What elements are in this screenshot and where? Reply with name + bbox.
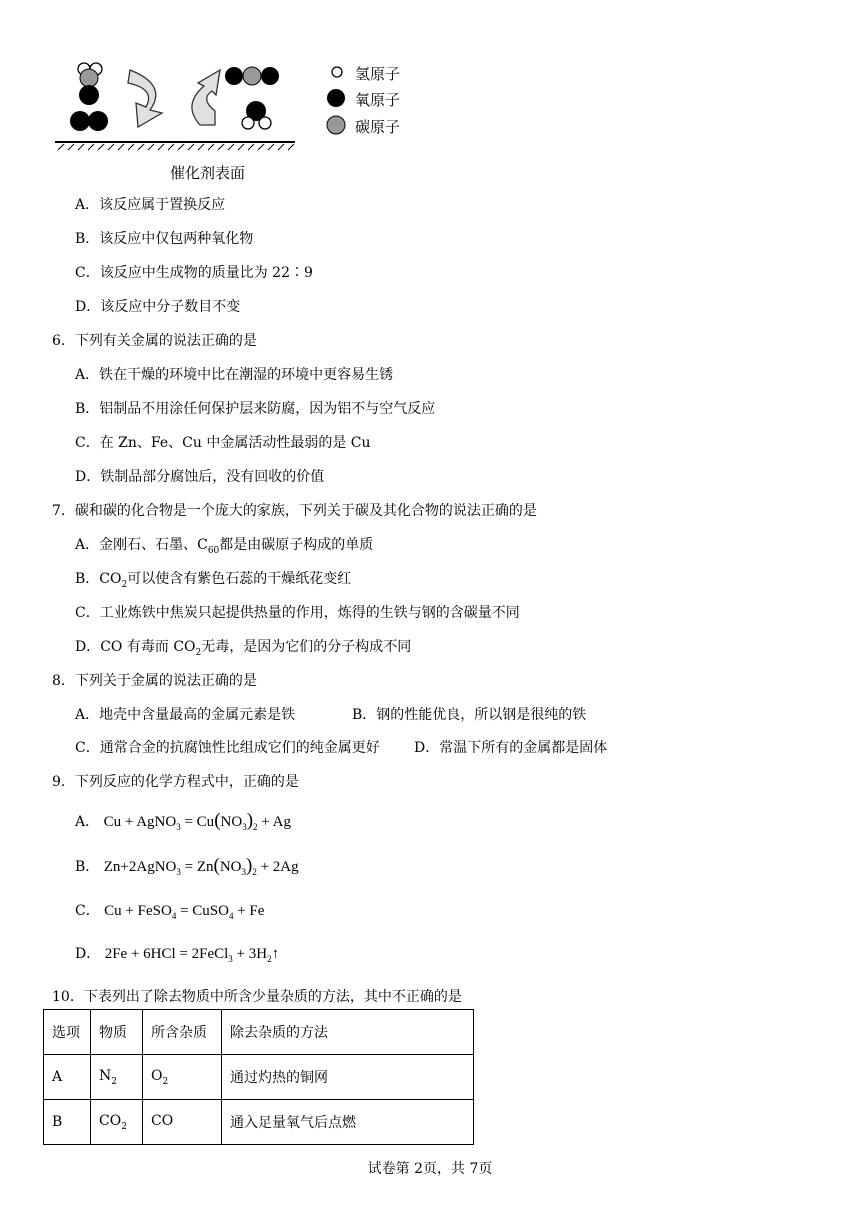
q5-option-b: B．该反应中仅包两种氧化物 xyxy=(75,231,254,247)
q6-option-a: A．铁在干燥的环境中比在潮湿的环境中更容易生锈 xyxy=(75,367,394,383)
q9-option-d: D． 2Fe + 6HCl = 2FeCl$_3$ + $3H_2↑$ xyxy=(75,946,280,964)
equation-d: 2Fe + 6HCl = 2FeCl$_3$ + $3H_2↑$ xyxy=(104,946,280,964)
equation-b: Zn+2AgNO$_3$ = $Zn(NO_3)_2 + 2Ag$ xyxy=(103,855,299,877)
q6-option-b: B．铝制品不用涂任何保护层来防腐，因为铝不与空气反应 xyxy=(75,401,436,417)
q8-option-c: C．通常合金的抗腐蚀性比组成它们的纯金属更好 xyxy=(75,740,380,756)
row-method: 通过灼热的铜网 xyxy=(222,1055,474,1100)
q6-stem: 6．下列有关金属的说法正确的是 xyxy=(52,333,257,349)
header-method: 除去杂质的方法 xyxy=(222,1010,474,1055)
q7-option-a: A．金刚石、石墨、$C_{60}$都是由碳原子构成的单质 xyxy=(75,537,374,556)
q9-option-b: B． Zn+2AgNO$_3$ = $Zn(NO_3)_2 + 2Ag$ xyxy=(75,855,299,877)
q5-option-d: D．该反应中分子数目不变 xyxy=(75,299,241,315)
header-impurity: 所含杂质 xyxy=(143,1010,222,1055)
q6-option-d: D．铁制品部分腐蚀后，没有回收的价值 xyxy=(75,469,325,485)
q10-stem: 10．下表列出了除去物质中所含少量杂质的方法，其中不正确的是 xyxy=(52,989,462,1005)
q5-option-a: A．该反应属于置换反应 xyxy=(75,197,226,213)
row-option: B xyxy=(44,1100,91,1145)
legend-hydrogen-label: 氢原子 xyxy=(355,65,401,83)
row-method: 通入足量氧气后点燃 xyxy=(222,1100,474,1145)
row-substance: $N_2$ xyxy=(91,1055,143,1100)
header-substance: 物质 xyxy=(91,1010,143,1055)
q7-option-c: C．工业炼铁中焦炭只起提供热量的作用，炼得的生铁与钢的含碳量不同 xyxy=(75,605,520,621)
q10-table xyxy=(43,1009,474,1145)
q7-stem: 7．碳和碳的化合物是一个庞大的家族，下列关于碳及其化合物的说法正确的是 xyxy=(52,503,537,519)
q8-option-b: B．钢的性能优良，所以钢是很纯的铁 xyxy=(352,707,587,723)
row-option: A xyxy=(44,1055,91,1100)
q9-stem: 9．下列反应的化学方程式中，正确的是 xyxy=(52,774,299,790)
q7-option-d: D．CO 有毒而 $CO_2$无毒，是因为它们的分子构成不同 xyxy=(75,639,412,658)
legend-carbon-label: 碳原子 xyxy=(355,118,401,136)
row-impurity: $O_2$ xyxy=(143,1055,222,1100)
equation-c: Cu + FeSO$_4$ = CuSO$_4$ + Fe xyxy=(104,903,265,921)
q9-option-a: A． Cu + AgNO$_3$ = $Cu(NO_3)_2 + Ag$ xyxy=(75,810,291,832)
q8-option-d: D．常温下所有的金属都是固体 xyxy=(414,740,608,756)
table-row xyxy=(44,1055,474,1100)
row-impurity: CO xyxy=(143,1100,222,1145)
q7-option-b: B．$CO_2$可以使含有紫色石蕊的干燥纸花变红 xyxy=(75,571,352,590)
q9-option-c: C． Cu + FeSO$_4$ = CuSO$_4$ + Fe xyxy=(75,903,265,921)
q5-option-c: C．该反应中生成物的质量比为 22∶9 xyxy=(75,265,313,281)
equation-a: Cu + AgNO$_3$ = $Cu(NO_3)_2 + Ag$ xyxy=(103,810,291,832)
row-substance: $CO_2$ xyxy=(91,1100,143,1145)
table-header-row xyxy=(44,1010,474,1055)
q8-option-a: A．地壳中含量最高的金属元素是铁 xyxy=(75,707,296,723)
header-option: 选项 xyxy=(44,1010,91,1055)
page-footer: 试卷第 2页，共 7页 xyxy=(367,1161,493,1177)
table-row xyxy=(44,1100,474,1145)
catalyst-surface-label: 催化剂表面 xyxy=(170,164,246,182)
legend-oxygen-label: 氧原子 xyxy=(355,91,401,109)
q6-option-c: C．在 Zn、Fe、Cu 中金属活动性最弱的是 Cu xyxy=(75,435,371,451)
q8-stem: 8．下列关于金属的说法正确的是 xyxy=(52,673,257,689)
